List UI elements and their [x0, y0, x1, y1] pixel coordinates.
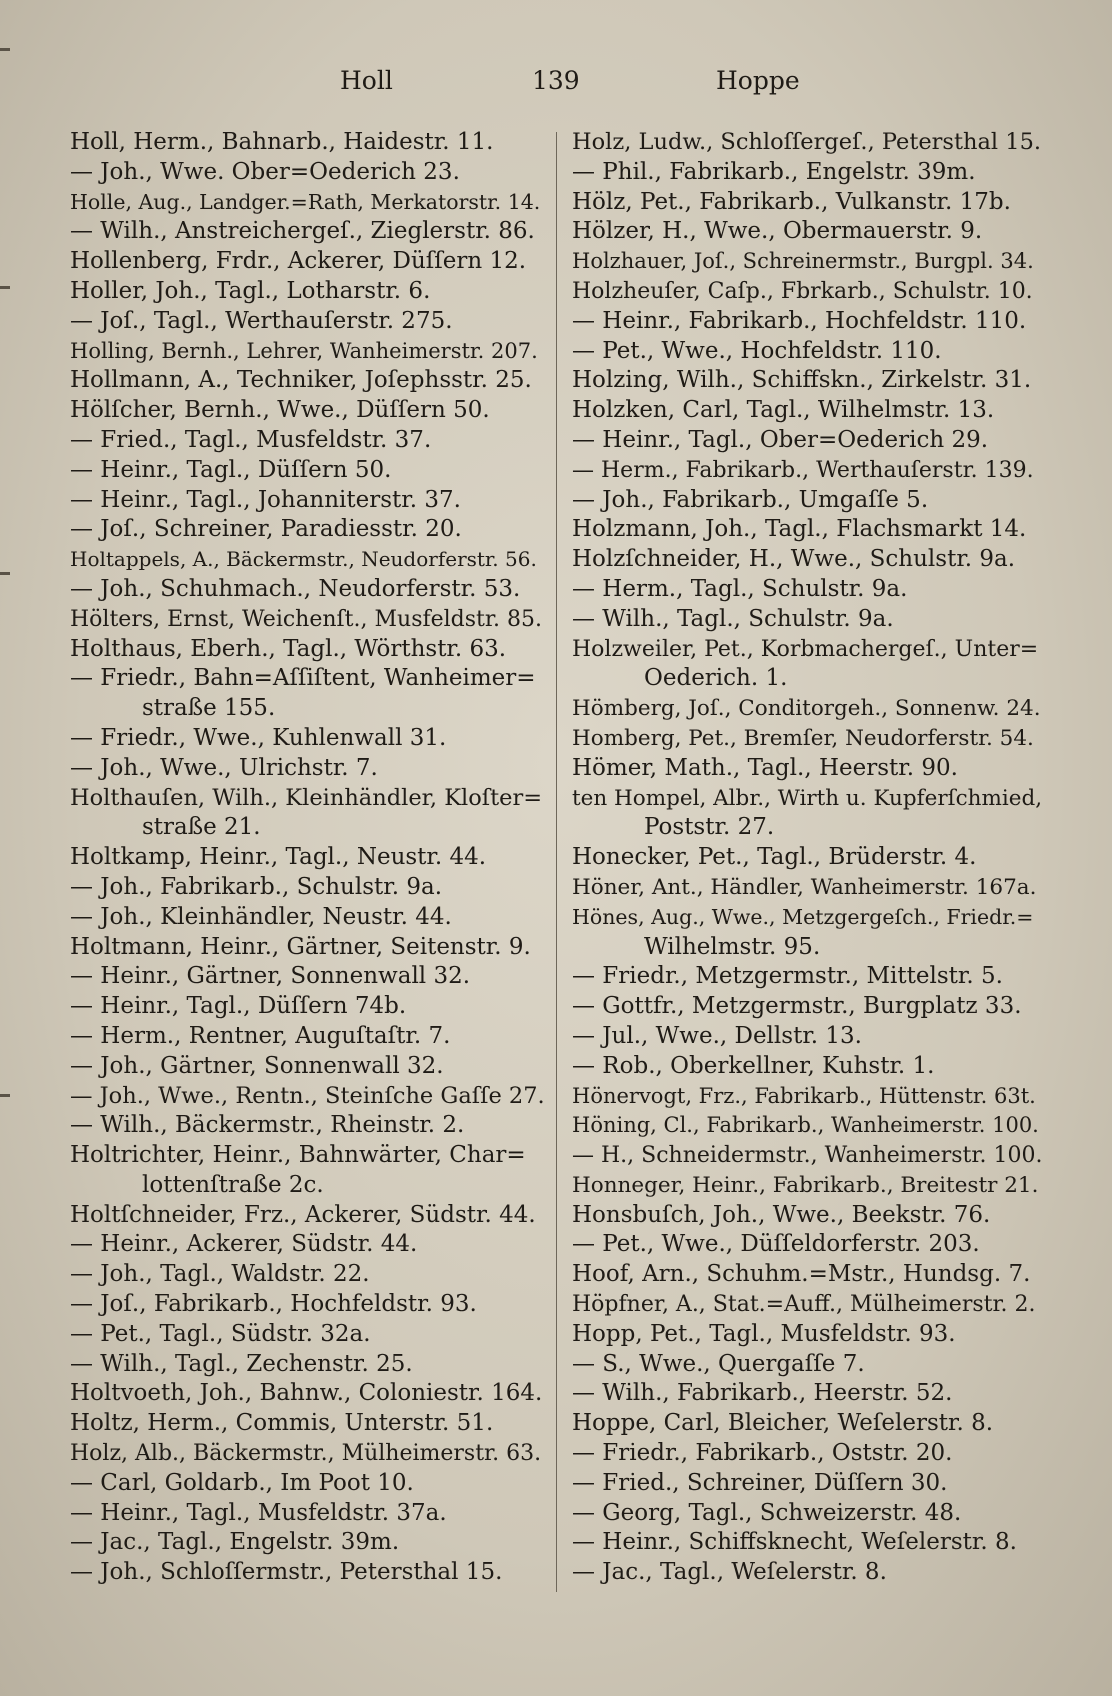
directory-entry: — Heinr., Tagl., Düſſern 50. [70, 456, 392, 483]
directory-entry: — Friedr., Wwe., Kuhlenwall 31. [70, 724, 447, 751]
directory-entry: Hollmann, A., Techniker, Joſephsstr. 25. [70, 367, 532, 394]
directory-entry: — Joh., Tagl., Waldstr. 22. [70, 1261, 370, 1288]
directory-entry: Holler, Joh., Tagl., Lotharstr. 6. [70, 277, 431, 304]
directory-entry: Holzweiler, Pet., Korbmachergeſ., Unter= [572, 636, 1039, 662]
directory-entry: — Herm., Tagl., Schulstr. 9a. [572, 575, 908, 602]
directory-entry: Wilhelmstr. 95. [644, 933, 821, 960]
directory-entry: — Jul., Wwe., Dellstr. 13. [572, 1022, 862, 1049]
directory-entry: — Joſ., Fabrikarb., Hochfeldstr. 93. [70, 1291, 477, 1318]
directory-entry: — Friedr., Bahn=Aſſiſtent, Wanheimer= [70, 665, 536, 692]
directory-entry: Holtappels, A., Bäckermstr., Neudorferstr. 56. [70, 547, 537, 572]
margin-mark [0, 286, 10, 289]
directory-entry: — Joſ., Tagl., Werthauſerstr. 275. [70, 307, 453, 334]
directory-entry: — Heinr., Tagl., Johanniterstr. 37. [70, 486, 461, 513]
directory-entry: Hömberg, Joſ., Conditorgeh., Sonnenw. 24. [572, 696, 1041, 722]
directory-entry: — Fried., Schreiner, Düſſern 30. [572, 1469, 948, 1496]
directory-entry: Oederich. 1. [644, 665, 788, 692]
directory-entry: Hömer, Math., Tagl., Heerstr. 90. [572, 754, 958, 781]
header-right-keyword: Hoppe [716, 66, 800, 95]
directory-entry: ten Hompel, Albr., Wirth u. Kupferſchmied, [572, 785, 1042, 811]
directory-entry: Homberg, Pet., Bremſer, Neudorferstr. 54. [572, 725, 1034, 751]
page-number: 139 [532, 66, 580, 95]
directory-entry: Holz, Alb., Bäckermstr., Mülheimerstr. 63. [70, 1441, 542, 1467]
directory-entry: — Gottfr., Metzgermstr., Burgplatz 33. [572, 993, 1022, 1020]
directory-entry: Holzſchneider, H., Wwe., Schulstr. 9a. [572, 546, 1016, 573]
directory-entry: Hollenberg, Frdr., Ackerer, Düſſern 12. [70, 248, 527, 275]
directory-entry: — Joh., Fabrikarb., Umgaſſe 5. [572, 486, 929, 513]
directory-entry: Holtrichter, Heinr., Bahnwärter, Char= [70, 1142, 526, 1169]
directory-entry: Holtſchneider, Frz., Ackerer, Südstr. 44. [70, 1201, 536, 1228]
directory-entry: Holle, Aug., Landger.=Rath, Merkatorstr. 14. [70, 189, 541, 214]
directory-entry: straße 21. [142, 814, 261, 841]
directory-entry: — Heinr., Schiffsknecht, Weſelerstr. 8. [572, 1529, 1017, 1556]
directory-entry: Hopp, Pet., Tagl., Musfeldstr. 93. [572, 1320, 956, 1347]
directory-entry: — Wilh., Bäckermstr., Rheinstr. 2. [70, 1112, 465, 1139]
left-column [70, 128, 545, 1588]
directory-entry: Hönes, Aug., Wwe., Metzgergeſch., Friedr.= [572, 904, 1034, 929]
directory-entry: — Fried., Tagl., Musfeldstr. 37. [70, 426, 432, 453]
directory-entry: Hoppe, Carl, Bleicher, Weſelerstr. 8. [572, 1410, 994, 1437]
column-divider [556, 132, 557, 1592]
directory-entry: Holthaus, Eberh., Tagl., Wörthstr. 63. [70, 635, 507, 662]
directory-entry: — Pet., Tagl., Südstr. 32a. [70, 1320, 371, 1347]
directory-entry: Poststr. 27. [644, 814, 775, 841]
directory-entry: Holzheuſer, Caſp., Fbrkarb., Schulstr. 10. [572, 278, 1033, 304]
directory-entry: — Heinr., Gärtner, Sonnenwall 32. [70, 963, 471, 990]
directory-entry: Honsbuſch, Joh., Wwe., Beekstr. 76. [572, 1201, 991, 1228]
margin-mark [0, 1094, 10, 1097]
directory-entry: Hönervogt, Frz., Fabrikarb., Hüttenstr. 63t. [572, 1083, 1036, 1108]
directory-entry: lottenſtraße 2c. [142, 1171, 324, 1198]
directory-entry: Holzmann, Joh., Tagl., Flachsmarkt 14. [572, 516, 1027, 543]
directory-entry: — Wilh., Tagl., Schulstr. 9a. [572, 605, 894, 632]
directory-entry: Hoof, Arn., Schuhm.=Mstr., Hundsg. 7. [572, 1261, 1031, 1288]
margin-mark [0, 572, 10, 575]
directory-entry: — Jac., Tagl., Weſelerstr. 8. [572, 1559, 887, 1586]
directory-entry: — Pet., Wwe., Hochfeldstr. 110. [572, 337, 942, 364]
directory-entry: — Heinr., Tagl., Musfeldstr. 37a. [70, 1499, 447, 1526]
directory-entry: — Jac., Tagl., Engelstr. 39m. [70, 1529, 400, 1556]
directory-entry: — Joh., Gärtner, Sonnenwall 32. [70, 1052, 444, 1079]
directory-entry: Höner, Ant., Händler, Wanheimerstr. 167a. [572, 874, 1037, 900]
directory-entry: — Heinr., Tagl., Düſſern 74b. [70, 993, 407, 1020]
page-header [0, 66, 1112, 106]
directory-entry: Hölſcher, Bernh., Wwe., Düſſern 50. [70, 397, 490, 424]
directory-entry: — Joh., Wwe., Rentn., Steinſche Gaſſe 27. [70, 1082, 545, 1109]
directory-entry: — Joſ., Schreiner, Paradiesstr. 20. [70, 516, 462, 543]
directory-entry: — Phil., Fabrikarb., Engelstr. 39m. [572, 158, 976, 185]
directory-entry: — Herm., Fabrikarb., Werthauſerstr. 139. [572, 457, 1034, 483]
directory-entry: — Carl, Goldarb., Im Poot 10. [70, 1469, 414, 1496]
directory-entry: — Rob., Oberkellner, Kuhstr. 1. [572, 1052, 935, 1079]
directory-entry: — Heinr., Tagl., Ober=Oederich 29. [572, 426, 989, 453]
directory-entry: — H., Schneidermstr., Wanheimerstr. 100. [572, 1143, 1042, 1169]
directory-entry: — Pet., Wwe., Düſſeldorferstr. 203. [572, 1231, 980, 1258]
directory-entry: Höpfner, A., Stat.=Auff., Mülheimerstr. 2. [572, 1292, 1036, 1318]
directory-entry: — Joh., Fabrikarb., Schulstr. 9a. [70, 873, 443, 900]
directory-entry: — Herm., Rentner, Auguſtaſtr. 7. [70, 1022, 451, 1049]
directory-entry: — S., Wwe., Quergaſſe 7. [572, 1350, 865, 1377]
directory-entry: Holthauſen, Wilh., Kleinhändler, Kloſter= [70, 784, 543, 811]
directory-entry: Holtmann, Heinr., Gärtner, Seitenstr. 9. [70, 933, 531, 960]
directory-entry: Holling, Bernh., Lehrer, Wanheimerstr. 207. [70, 338, 538, 363]
directory-entry: — Joh., Kleinhändler, Neustr. 44. [70, 903, 452, 930]
directory-entry: — Wilh., Anstreichergeſ., Zieglerstr. 86. [70, 218, 535, 245]
directory-entry: — Heinr., Ackerer, Südstr. 44. [70, 1231, 418, 1258]
directory-entry: Hölz, Pet., Fabrikarb., Vulkanstr. 17b. [572, 188, 1011, 215]
directory-entry: — Wilh., Fabrikarb., Heerstr. 52. [572, 1380, 953, 1407]
directory-entry: Holzhauer, Joſ., Schreinermstr., Burgpl. 34. [572, 249, 1034, 274]
directory-entry: Holzken, Carl, Tagl., Wilhelmstr. 13. [572, 397, 995, 424]
directory-entry: — Joh., Schuhmach., Neudorferstr. 53. [70, 575, 521, 602]
directory-entry: — Joh., Schloſſermstr., Petersthal 15. [70, 1559, 503, 1586]
directory-entry: Hölzer, H., Wwe., Obermauerstr. 9. [572, 218, 983, 245]
directory-entry: — Wilh., Tagl., Zechenstr. 25. [70, 1350, 413, 1377]
directory-entry: Honneger, Heinr., Fabrikarb., Breitestr 21. [572, 1172, 1039, 1198]
directory-entry: — Heinr., Fabrikarb., Hochfeldstr. 110. [572, 307, 1027, 334]
directory-entry: Honecker, Pet., Tagl., Brüderstr. 4. [572, 844, 977, 871]
directory-entry: Holl, Herm., Bahnarb., Haidestr. 11. [70, 129, 494, 155]
directory-entry: Holz, Ludw., Schloſſergeſ., Petersthal 15. [572, 129, 1042, 155]
directory-entry: Hölters, Ernst, Weichenſt., Musfeldstr. 85. [70, 606, 542, 632]
directory-entry: Holtkamp, Heinr., Tagl., Neustr. 44. [70, 844, 487, 871]
directory-entry: Holtz, Herm., Commis, Unterstr. 51. [70, 1410, 494, 1437]
directory-entry: — Friedr., Metzgermstr., Mittelstr. 5. [572, 963, 1003, 990]
header-left-keyword: Holl [340, 66, 393, 95]
directory-entry: Holtvoeth, Joh., Bahnw., Coloniestr. 164. [70, 1380, 543, 1407]
directory-entry: — Georg, Tagl., Schweizerstr. 48. [572, 1499, 962, 1526]
directory-entry: — Friedr., Fabrikarb., Oststr. 20. [572, 1440, 953, 1467]
right-column [572, 128, 1042, 1588]
margin-mark [0, 48, 10, 51]
directory-entry: straße 155. [142, 695, 276, 722]
directory-entry: — Joh., Wwe. Ober=Oederich 23. [70, 158, 460, 185]
directory-entry: — Joh., Wwe., Ulrichstr. 7. [70, 754, 378, 781]
directory-entry: Höning, Cl., Fabrikarb., Wanheimerstr. 100. [572, 1113, 1039, 1138]
directory-entry: Holzing, Wilh., Schiffskn., Zirkelstr. 31. [572, 367, 1032, 394]
